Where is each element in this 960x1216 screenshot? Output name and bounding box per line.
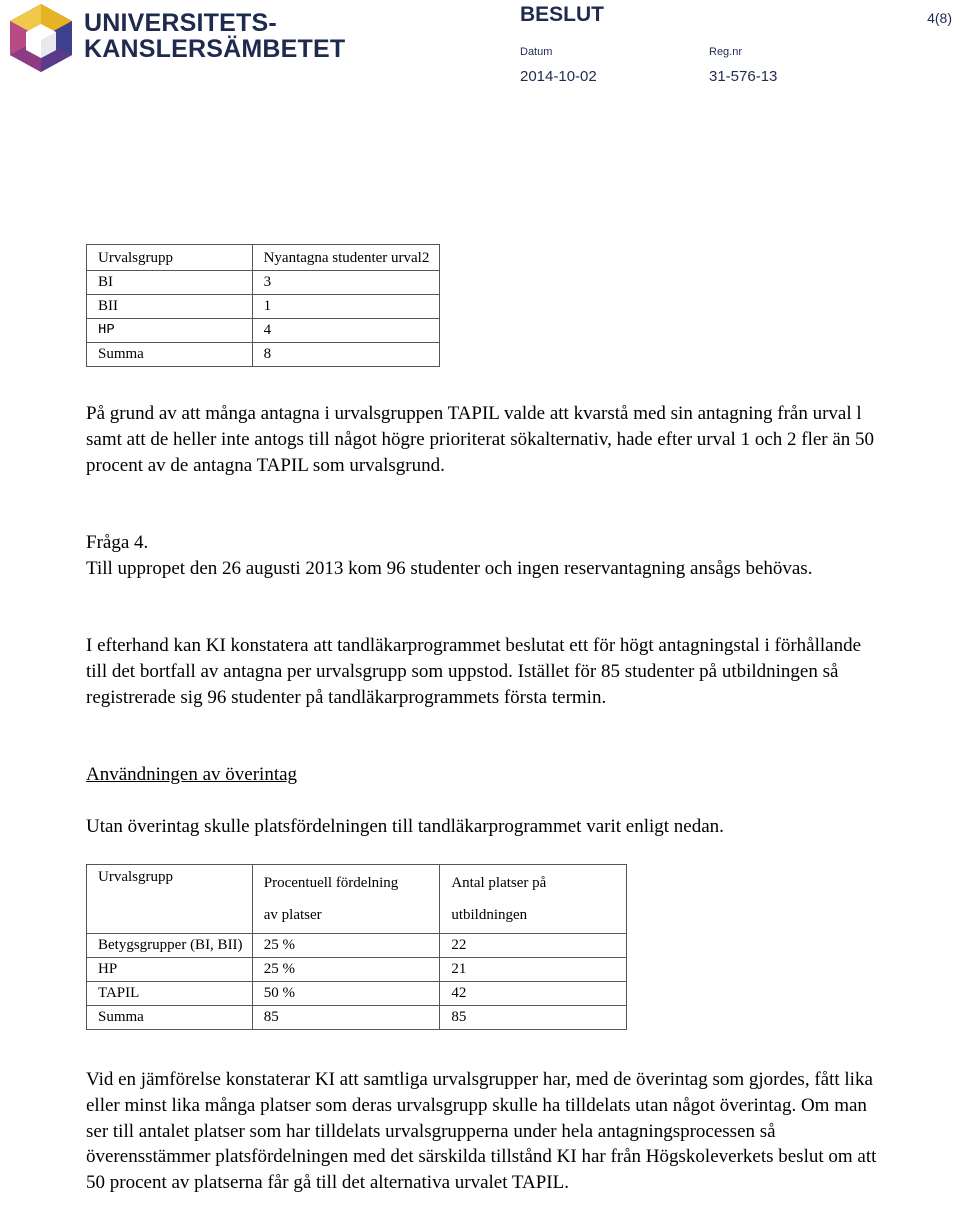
table-cell: BI <box>87 271 253 295</box>
header-cell-line: av platser <box>263 907 322 923</box>
table-cell: 25 % <box>252 958 440 982</box>
paragraph-text: I efterhand kan KI konstatera att tandläkarprogrammet beslutat ett för högt antagningstal i förhållande till det bortfall av antagna per urvalsgrupp som uppstod. Istället för 85 studenter på utbildningen så registrerade sig 96 studenter på tandläkarprogrammets första termin. <box>86 635 862 708</box>
section-heading: Användningen av överintag <box>86 764 298 785</box>
table-row <box>87 982 627 1006</box>
table-row <box>87 1006 627 1030</box>
regnr-label: Reg.nr <box>709 46 743 58</box>
document-type: BESLUT <box>520 3 604 26</box>
page-number: 4(8) <box>927 10 952 26</box>
table-cell: 42 <box>440 982 627 1006</box>
table-row <box>87 934 627 958</box>
table-cell: BII <box>87 295 253 319</box>
table-cell: 25 % <box>252 934 440 958</box>
header-cell-line: Antal platser på <box>451 875 547 891</box>
paragraph-text: Utan överintag skulle platsfördelningen till tandläkarprogrammet varit enligt nedan. <box>86 816 724 837</box>
question-heading: Fråga 4. <box>86 532 149 553</box>
table-row <box>87 343 440 367</box>
header-cell: Urvalsgrupp <box>87 865 253 934</box>
header-cell-line: utbildningen <box>451 907 528 923</box>
table-row <box>87 295 440 319</box>
paragraph-tapil <box>86 401 886 478</box>
paragraph-comparison <box>86 1067 886 1196</box>
table-cell: 85 <box>252 1006 440 1030</box>
date-value: 2014-10-02 <box>520 68 597 85</box>
table-cell: 4 <box>252 319 439 343</box>
table-cell: 85 <box>440 1006 627 1030</box>
paragraph-text: På grund av att många antagna i urvalsgruppen TAPIL valde att kvarstå med sin antagning från urval l samt att de heller inte antogs till något högre prioriterat sökalternativ, hade efter urval 1 och 2 fler än 50 procent av de antagna TAPIL som urvalsgrund. <box>86 403 875 476</box>
table-cell: 1 <box>252 295 439 319</box>
uka-logo <box>6 2 76 74</box>
header-cell: Nyantagna studenter urval2 <box>252 245 439 271</box>
table-row <box>87 958 627 982</box>
paragraph-afterwards <box>86 633 886 710</box>
organization-name-line1: UNIVERSITETS- <box>84 9 277 37</box>
table-header-row <box>87 865 627 934</box>
table-cell: Betygsgrupper (BI, BII) <box>87 934 253 958</box>
organization-name-line2: KANSLERSÄMBETET <box>84 35 346 63</box>
paragraph-without-overintake <box>86 814 886 840</box>
date-label: Datum <box>520 46 553 58</box>
table-cell: 3 <box>252 271 439 295</box>
table-cell: Summa <box>87 343 253 367</box>
table-cell: HP <box>87 319 253 343</box>
header-cell-line: Procentuell fördelning <box>263 875 399 891</box>
question-block <box>86 530 886 582</box>
table-new-students-round2 <box>86 244 440 367</box>
header-cell <box>440 865 627 934</box>
table-cell: 21 <box>440 958 627 982</box>
table-seat-distribution <box>86 864 627 1030</box>
table-cell: Summa <box>87 1006 253 1030</box>
table-header-row <box>87 245 440 271</box>
table-row <box>87 271 440 295</box>
table-cell: TAPIL <box>87 982 253 1006</box>
organization-name <box>84 10 345 62</box>
table-cell: HP <box>87 958 253 982</box>
header-cell <box>252 865 440 934</box>
table-cell: 50 % <box>252 982 440 1006</box>
header-cell: Urvalsgrupp <box>87 245 253 271</box>
table-cell: 8 <box>252 343 439 367</box>
table-row <box>87 319 440 343</box>
paragraph-text: Till uppropet den 26 augusti 2013 kom 96 studenter och ingen reservantagning ansågs behövas. <box>86 557 813 579</box>
table-cell: 22 <box>440 934 627 958</box>
regnr-value: 31-576-13 <box>709 68 778 85</box>
paragraph-text: Vid en jämförelse konstaterar KI att samtliga urvalsgrupper har, med de överintag som gjordes, fått lika eller minst lika många platser som deras urvalsgrupp skulle ha tilldelats utan något överintag. Om man ser till antalet platser som har tilldelats urvalsgrupperna under hela antagningsprocessen så överensstämmer platsfördelningen med det särskilda tillstånd KI har från Högskoleverkets beslut om att 50 procent av platserna får gå till det alternativa urvalet TAPIL. <box>86 1069 877 1194</box>
